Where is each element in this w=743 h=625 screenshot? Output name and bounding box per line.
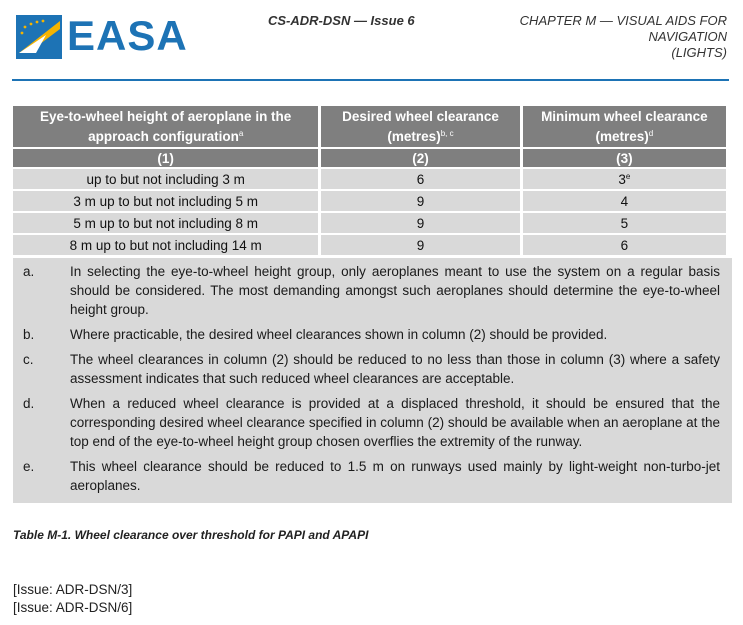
- easa-logo-icon: [16, 15, 64, 59]
- header-divider: [12, 79, 729, 81]
- note-text: Where practicable, the desired wheel clearances shown in column (2) should be provided.: [70, 327, 608, 342]
- desired-cell: 9: [321, 235, 519, 255]
- note-letter: c.: [23, 352, 34, 367]
- table: [10, 104, 729, 257]
- note-c: [13, 348, 732, 392]
- column-header-height: Eye-to-wheel height of aeroplane in the approach configuration$^a$: [13, 106, 318, 147]
- document-title: CS-ADR-DSN — Issue 6: [268, 13, 415, 28]
- column-header-desired: Desired wheel clearance (metres)$^{b, c}$: [321, 106, 519, 147]
- chapter-title: [447, 13, 727, 61]
- column-number-1: (1): [13, 149, 318, 167]
- desired-cell: 9: [321, 191, 519, 211]
- note-text: When a reduced wheel clearance is provided at a displaced threshold, it should be ensured that the corresponding desired wheel clearance specified in column (2) should be available when an aeroplane at the top end of the eye-to-wheel height group chosen overflies the extremity of the runway.: [70, 396, 720, 449]
- table-notes: [13, 258, 732, 503]
- height-cell: 3 m up to but not including 5 m: [13, 191, 318, 211]
- column-number-3: (3): [523, 149, 726, 167]
- page-header: [0, 0, 743, 90]
- note-text: In selecting the eye-to-wheel height group, only aeroplanes meant to use the system on a regular basis should be considered. The most demanding amongst such aeroplanes should determine the eye-to-wheel height group.: [70, 264, 720, 317]
- minimum-cell: 4: [523, 191, 726, 211]
- table-row: [13, 191, 726, 211]
- chapter-line-1: CHAPTER M — VISUAL AIDS FOR NAVIGATION: [519, 13, 727, 44]
- column-number-2: (2): [321, 149, 519, 167]
- note-text: This wheel clearance should be reduced to 1.5 m on runways used mainly by light-weight non-turbo-jet aeroplanes.: [70, 459, 720, 493]
- issue-reference: [Issue: ADR-DSN/3]: [13, 582, 133, 597]
- minimum-cell: 5: [523, 213, 726, 233]
- table-row: [13, 213, 726, 233]
- header-row: [13, 106, 726, 147]
- minimum-cell: 6: [523, 235, 726, 255]
- column-number-row: [13, 149, 726, 167]
- table-row: [13, 235, 726, 255]
- table-caption: Table M-1. Wheel clearance over threshold for PAPI and APAPI: [13, 528, 369, 542]
- desired-cell: 6: [321, 169, 519, 189]
- note-b: [13, 323, 732, 348]
- note-a: [13, 260, 732, 323]
- logo-text: EASA: [67, 12, 188, 59]
- note-letter: d.: [23, 396, 35, 411]
- height-cell: up to but not including 3 m: [13, 169, 318, 189]
- column-header-minimum: Minimum wheel clearance (metres)$^d$: [523, 106, 726, 147]
- height-cell: 5 m up to but not including 8 m: [13, 213, 318, 233]
- note-e: [13, 455, 732, 499]
- note-d: [13, 392, 732, 455]
- table-row: [13, 169, 726, 189]
- note-text: The wheel clearances in column (2) should be reduced to no less than those in column (3) where a safety assessment indicates that such reduced wheel clearances are acceptable.: [70, 352, 720, 386]
- desired-cell: 9: [321, 213, 519, 233]
- note-letter: a.: [23, 264, 35, 279]
- chapter-line-2: (LIGHTS): [671, 45, 727, 60]
- issue-reference: [Issue: ADR-DSN/6]: [13, 600, 133, 615]
- easa-logo: [16, 12, 188, 61]
- height-cell: 8 m up to but not including 14 m: [13, 235, 318, 255]
- wheel-clearance-table: [13, 106, 732, 503]
- note-letter: e.: [23, 459, 35, 474]
- minimum-cell: 3e: [523, 169, 726, 189]
- note-letter: b.: [23, 327, 35, 342]
